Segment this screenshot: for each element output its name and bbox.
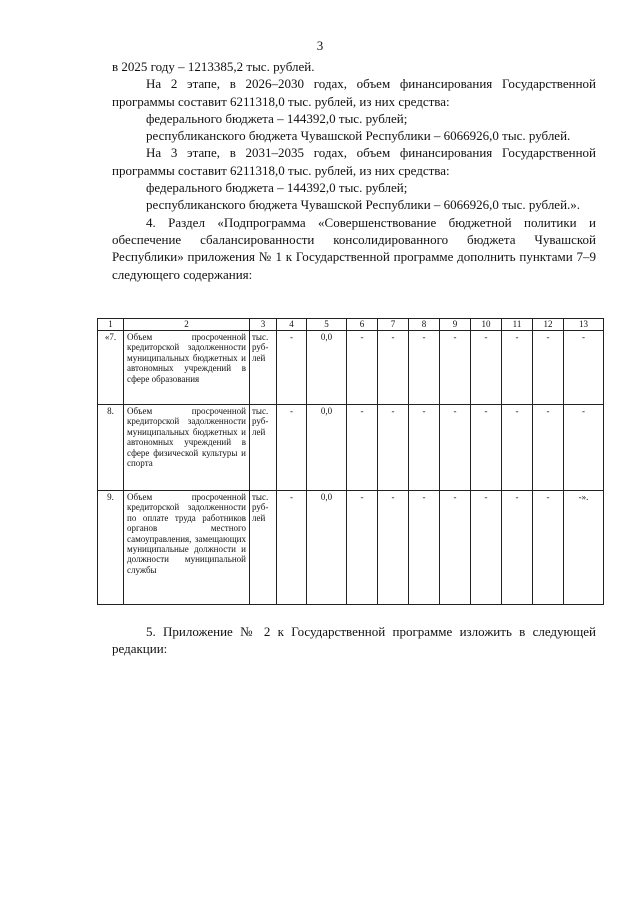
paragraph-stage-3-republic: республиканского бюджета Чувашской Республики – 6066926,0 тыс. рублей.». <box>146 197 581 213</box>
value-cell: - <box>533 491 564 605</box>
value-cell: - <box>440 405 471 491</box>
value-cell: - <box>347 405 378 491</box>
indicators-table <box>97 318 604 605</box>
paragraph-section-5: 5. Приложение № 2 к Государственной программе изложить в следующей редакции: <box>112 624 596 657</box>
paragraph-stage-2-republic: республиканского бюджета Чувашской Республики – 6066926,0 тыс. рублей. <box>146 128 571 144</box>
header-cell: 10 <box>471 319 502 331</box>
closing-text <box>112 623 596 658</box>
paragraph-stage-2-federal: федерального бюджета – 144392,0 тыс. рублей; <box>146 110 408 126</box>
value-cell: - <box>440 331 471 405</box>
value-cell: 0,0 <box>307 331 347 405</box>
value-cell: - <box>502 331 533 405</box>
paragraph-stage-2: На 2 этапе, в 2026–2030 годах, объем финансирования Государственной программы составит 6211318,0 тыс. рублей, из них средства: <box>112 76 596 109</box>
value-cell: - <box>277 331 307 405</box>
indicator-name: Объем просроченной кредиторской задолженности муниципальных бюджетных и автономных учреждений в сфере образования <box>124 331 250 405</box>
value-cell: - <box>564 405 604 491</box>
header-cell: 11 <box>502 319 533 331</box>
header-cell: 6 <box>347 319 378 331</box>
header-cell: 1 <box>98 319 124 331</box>
value-cell: - <box>471 491 502 605</box>
value-cell: - <box>378 405 409 491</box>
value-cell: 0,0 <box>307 491 347 605</box>
value-cell: -». <box>564 491 604 605</box>
table-row <box>98 331 604 405</box>
row-number: «7. <box>98 331 124 405</box>
table-header-row <box>98 319 604 331</box>
value-cell: - <box>409 405 440 491</box>
indicator-name: Объем просроченной кредиторской задолженности муниципальных бюджетных и автономных учреждений в сфере физической культуры и спорта <box>124 405 250 491</box>
value-cell: - <box>409 331 440 405</box>
header-cell: 12 <box>533 319 564 331</box>
value-cell: - <box>378 491 409 605</box>
paragraph-section-4: 4. Раздел «Подпрограмма «Совершенствование бюджетной политики и обеспечение сбалансированности консолидированного бюджета Чувашской Республики» приложения № 1 к Государственной программе дополнить пунктами 7–9 следующего содержания: <box>112 214 596 282</box>
paragraph-2025-amount: в 2025 году – 1213385,2 тыс. рублей. <box>112 59 315 74</box>
paragraph-stage-3: На 3 этапе, в 2031–2035 годах, объем финансирования Государственной программы составит 6211318,0 тыс. рублей, из них средства: <box>112 145 596 178</box>
value-cell: - <box>533 331 564 405</box>
value-cell: - <box>471 405 502 491</box>
value-cell: - <box>277 491 307 605</box>
header-cell: 3 <box>250 319 277 331</box>
value-cell: - <box>502 491 533 605</box>
value-cell: - <box>409 491 440 605</box>
value-cell: - <box>347 331 378 405</box>
unit-cell: тыс. рублей <box>250 405 277 491</box>
value-cell: 0,0 <box>307 405 347 491</box>
page-number: 3 <box>316 38 324 53</box>
header-cell: 7 <box>378 319 409 331</box>
value-cell: - <box>502 405 533 491</box>
value-cell: - <box>440 491 471 605</box>
header-cell: 2 <box>124 319 250 331</box>
row-number: 8. <box>98 405 124 491</box>
header-cell: 9 <box>440 319 471 331</box>
value-cell: - <box>471 331 502 405</box>
unit-cell: тыс. рублей <box>250 331 277 405</box>
header-cell: 13 <box>564 319 604 331</box>
paragraph-stage-3-federal: федерального бюджета – 144392,0 тыс. рублей; <box>146 180 408 196</box>
value-cell: - <box>533 405 564 491</box>
row-number: 9. <box>98 491 124 605</box>
body-text <box>112 58 596 283</box>
table-row <box>98 491 604 605</box>
value-cell: - <box>277 405 307 491</box>
header-cell: 4 <box>277 319 307 331</box>
indicator-name: Объем просроченной кредиторской задолженности по оплате труда работников органов местного самоуправления, замещающих муниципальные должности и должности муниципальной службы <box>124 491 250 605</box>
value-cell: - <box>378 331 409 405</box>
header-cell: 8 <box>409 319 440 331</box>
unit-cell: тыс. рублей <box>250 491 277 605</box>
value-cell: - <box>564 331 604 405</box>
table-row <box>98 405 604 491</box>
value-cell: - <box>347 491 378 605</box>
header-cell: 5 <box>307 319 347 331</box>
